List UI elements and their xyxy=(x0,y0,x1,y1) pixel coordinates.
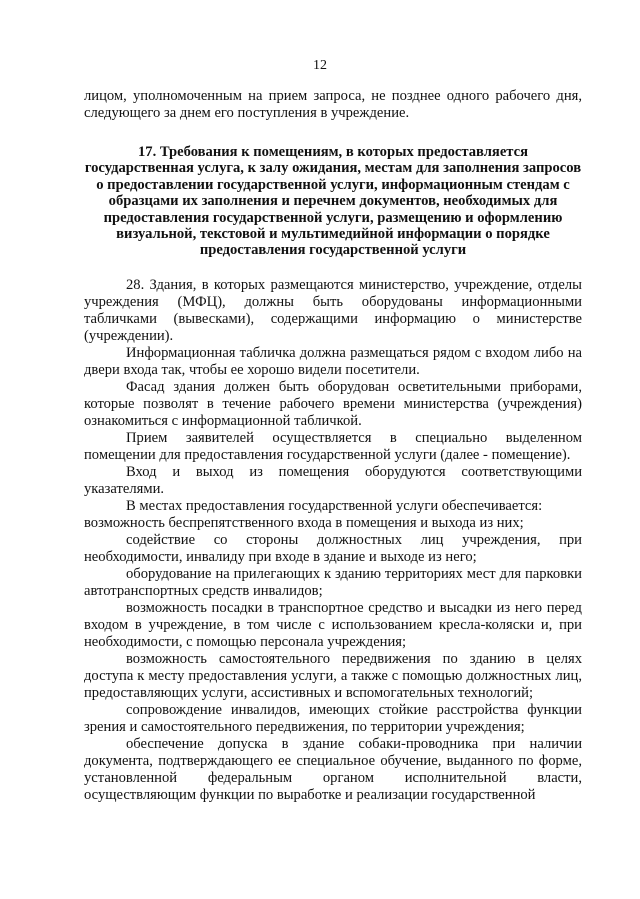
list-item-movement: возможность самостоятельного передвижения по зданию в целях доступа к месту предоставления услуги, а также с помощью должностных лиц, предоставляющих услуги, ассистивных и вспомогательных технологий; xyxy=(84,650,582,701)
page-content xyxy=(84,88,582,804)
paragraph-facade: Фасад здания должен быть оборудован осветительными приборами, которые позволят в течение рабочего времени министерства (учреждения) ознакомиться с информационной табличкой. xyxy=(84,378,582,429)
list-item-free-access: возможность беспрепятственного входа в помещения и выхода из них; xyxy=(84,514,524,531)
paragraph-entrance: Вход и выход из помещения оборудуются соответствующими указателями. xyxy=(84,463,582,497)
list-item-assistance: содействие со стороны должностных лиц учреждения, при необходимости, инвалиду при входе в здание и выходе из него; xyxy=(84,531,582,565)
section-heading: 17. Требования к помещениям, в которых предоставляется государственная услуга, к залу ожидания, местам для заполнения запросов о предоставлении государственной услуги, информационным стендам с образцами их заполнения и перечнем документов, необходимых для предоставления государственной услуги, размещению и оформлению визуальной, текстовой и мультимедийной информации о порядке предоставления государственной услуги xyxy=(84,144,582,259)
list-item-guide-dog: обеспечение допуска в здание собаки-проводника при наличии документа, подтверждающего ее специальное обучение, выданного по форме, установленной федеральным органом исполнительной власти, осуществляющим функции по выработке и реализации государственной xyxy=(84,735,582,803)
list-item-parking: оборудование на прилегающих к зданию территориях мест для парковки автотранспортных средств инвалидов; xyxy=(84,565,582,599)
paragraph-provision-places: В местах предоставления государственной услуги обеспечивается: xyxy=(126,497,543,514)
list-item-transport: возможность посадки в транспортное средство и высадки из него перед входом в учреждение, в том числе с использованием кресла-коляски и, при необходимости, с помощью персонала учреждения; xyxy=(84,599,582,650)
paragraph-reception: Прием заявителей осуществляется в специально выделенном помещении для предоставления государственной услуги (далее - помещение). xyxy=(84,429,582,463)
list-item-escort: сопровождение инвалидов, имеющих стойкие расстройства функции зрения и самостоятельного передвижения, по территории учреждения; xyxy=(84,701,582,735)
intro-paragraph: лицом, уполномоченным на прием запроса, не позднее одного рабочего дня, следующего за днем его поступления в учреждение. xyxy=(84,88,582,121)
page-number: 12 xyxy=(313,58,327,73)
paragraph-info-sign: Информационная табличка должна размещаться рядом с входом либо на двери входа так, чтобы ее хорошо видели посетители. xyxy=(84,344,582,378)
paragraph-28: 28. Здания, в которых размещаются министерство, учреждение, отделы учреждения (МФЦ), должны быть оборудованы информационными табличками (вывесками), содержащими информацию о министерстве (учреждении). xyxy=(84,276,582,344)
